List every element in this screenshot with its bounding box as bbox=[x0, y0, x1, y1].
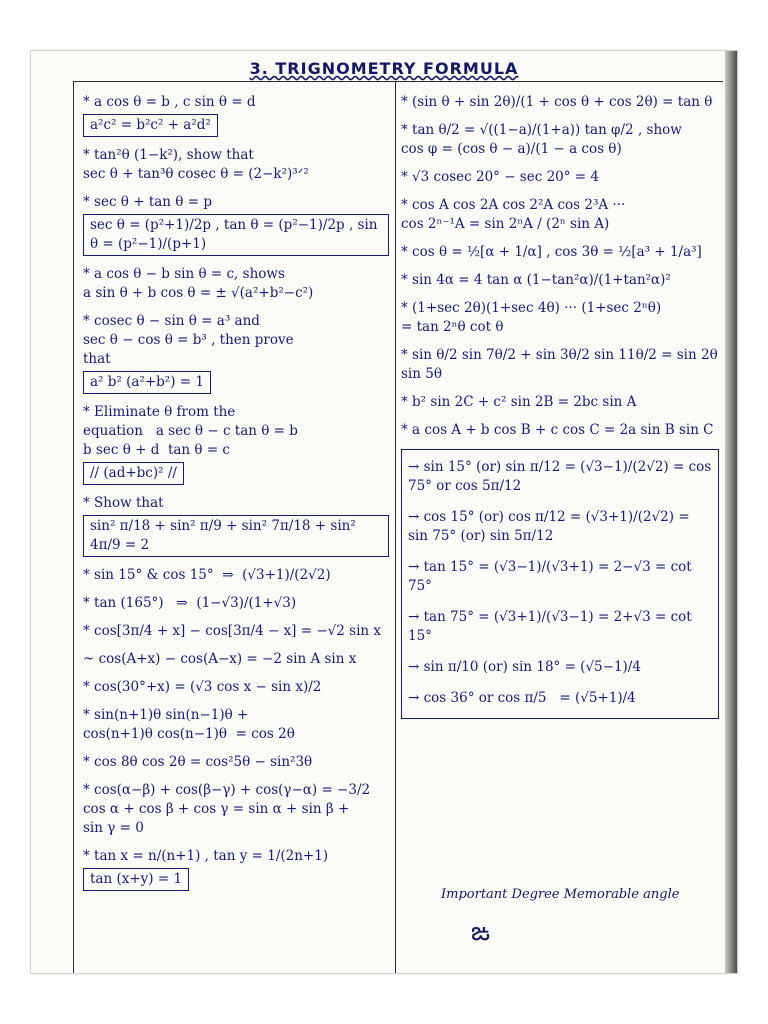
formula-line: cos 2ⁿ⁻¹A = sin 2ⁿA / (2ⁿ sin A) bbox=[401, 216, 610, 232]
boxed-result: sin² π/18 + sin² π/9 + sin² 7π/18 + sin² 4π/9 = 2 bbox=[83, 515, 389, 557]
formula-line: b sec θ + d tan θ = c bbox=[83, 442, 230, 458]
formula-item bbox=[401, 346, 719, 384]
formula-line: * cos(α−β) + cos(β−γ) + cos(γ−α) = −3/2 bbox=[83, 782, 371, 798]
formula-item bbox=[401, 243, 719, 262]
formula-line: * tan x = n/(n+1) , tan y = 1/(2n+1) bbox=[83, 848, 329, 864]
formula-line: sec θ − cos θ = b³ , then prove bbox=[83, 332, 294, 348]
angle-identity: → cos 36° or cos π/5 = (√5+1)/4 bbox=[408, 690, 636, 706]
formula-line: * (1+sec 2θ)(1+sec 4θ) ··· (1+sec 2ⁿθ) bbox=[401, 300, 662, 316]
formula-line: * cos A cos 2A cos 2²A cos 2³A ··· bbox=[401, 197, 626, 213]
formula-line: * Eliminate θ from the bbox=[83, 404, 236, 420]
formula-item bbox=[83, 93, 389, 137]
formula-item bbox=[401, 196, 719, 234]
formula-line: * sin 4α = 4 tan α (1−tan²α)/(1+tan²α)² bbox=[401, 272, 671, 288]
formula-line: * sin(n+1)θ sin(n−1)θ + bbox=[83, 707, 249, 723]
formula-line: sin γ = 0 bbox=[83, 820, 144, 836]
boxed-result: // (ad+bc)² // bbox=[83, 462, 184, 485]
top-rule bbox=[73, 81, 723, 82]
formula-line: * tan²θ (1−k²), show that bbox=[83, 147, 254, 163]
right-formula-list bbox=[401, 93, 719, 440]
boxed-result: sec θ = (p²+1)/2p , tan θ = (p²−1)/2p , sin θ = (p²−1)/(p+1) bbox=[83, 214, 389, 256]
boxed-result: tan (x+y) = 1 bbox=[83, 868, 189, 891]
right-column bbox=[401, 93, 719, 719]
memorable-angles-box bbox=[401, 449, 719, 719]
angle-identity: → sin 15° (or) sin π/12 = (√3−1)/(2√2) = cos 75° or cos 5π/12 bbox=[408, 459, 716, 494]
formula-line: cos α + cos β + cos γ = sin α + sin β + bbox=[83, 801, 350, 817]
notebook-page bbox=[30, 50, 738, 974]
formula-item bbox=[401, 393, 719, 412]
formula-line: a sin θ + b cos θ = ± √(a²+b²−c²) bbox=[83, 285, 314, 301]
formula-line: sec θ + tan³θ cosec θ = (2−k²)³ᐟ² bbox=[83, 166, 309, 182]
footer-note: Important Degree Memorable angle bbox=[441, 887, 680, 902]
formula-line: * cos(30°+x) = (√3 cos x − sin x)/2 bbox=[83, 679, 322, 695]
spiral-binding bbox=[725, 51, 737, 973]
left-column bbox=[83, 93, 389, 900]
formula-item bbox=[401, 93, 719, 112]
formula-line: * a cos θ − b sin θ = c, shows bbox=[83, 266, 285, 282]
formula-item bbox=[401, 168, 719, 187]
boxed-result: a² b² (a²+b²) = 1 bbox=[83, 371, 211, 394]
formula-line: * cos θ = ½[α + 1/α] , cos 3θ = ½[a³ + 1/a³] bbox=[401, 244, 702, 260]
angle-identity: → tan 75° = (√3+1)/(√3−1) = 2+√3 = cot 15° bbox=[408, 609, 696, 644]
formula-item bbox=[83, 494, 389, 557]
formula-line: * sin 15° & cos 15° ⇒ (√3+1)/(2√2) bbox=[83, 567, 331, 583]
boxed-result: a²c² = b²c² + a²d² bbox=[83, 114, 218, 137]
formula-line: * sin θ/2 sin 7θ/2 + sin 3θ/2 sin 11θ/2 = sin 2θ bbox=[401, 347, 718, 363]
formula-item bbox=[83, 566, 389, 585]
angle-identity: → tan 15° = (√3−1)/(√3+1) = 2−√3 = cot 75° bbox=[408, 559, 696, 594]
angle-identity: → sin π/10 (or) sin 18° = (√5−1)/4 bbox=[408, 659, 641, 675]
margin-rule bbox=[73, 81, 74, 973]
formula-item bbox=[83, 678, 389, 697]
formula-item bbox=[401, 299, 719, 337]
formula-line: that bbox=[83, 351, 111, 367]
formula-item bbox=[83, 622, 389, 641]
formula-item bbox=[83, 781, 389, 838]
formula-line: * cos 8θ cos 2θ = cos²5θ − sin²3θ bbox=[83, 754, 313, 770]
formula-line: * tan (165°) ⇒ (1−√3)/(1+√3) bbox=[83, 595, 297, 611]
formula-line: cos φ = (cos θ − a)/(1 − a cos θ) bbox=[401, 141, 622, 157]
formula-line: * tan θ/2 = √((1−a)/(1+a)) tan φ/2 , show bbox=[401, 122, 682, 138]
formula-line: * cos[3π/4 + x] − cos[3π/4 − x] = −√2 sin x bbox=[83, 623, 381, 639]
formula-line: * sec θ + tan θ = p bbox=[83, 194, 212, 210]
formula-item bbox=[83, 193, 389, 256]
formula-item bbox=[83, 847, 389, 891]
formula-line: * a cos θ = b , c sin θ = d bbox=[83, 94, 256, 110]
formula-line: ~ cos(A+x) − cos(A−x) = −2 sin A sin x bbox=[83, 651, 357, 667]
formula-line: * (sin θ + sin 2θ)/(1 + cos θ + cos 2θ) = tan θ bbox=[401, 94, 713, 110]
formula-item bbox=[83, 146, 389, 184]
formula-item bbox=[401, 421, 719, 440]
formula-item bbox=[83, 594, 389, 613]
formula-line: * cosec θ − sin θ = a³ and bbox=[83, 313, 260, 329]
formula-line: * √3 cosec 20° − sec 20° = 4 bbox=[401, 169, 599, 185]
formula-line: * Show that bbox=[83, 495, 164, 511]
column-divider bbox=[395, 81, 396, 973]
formula-line: * b² sin 2C + c² sin 2B = 2bc sin A bbox=[401, 394, 637, 410]
formula-line: = tan 2ⁿθ cot θ bbox=[401, 319, 504, 335]
formula-line: cos(n+1)θ cos(n−1)θ = cos 2θ bbox=[83, 726, 295, 742]
page-title: 3. TRIGNOMETRY FORMULA bbox=[249, 59, 519, 78]
formula-item bbox=[401, 121, 719, 159]
angle-identity: → cos 15° (or) cos π/12 = (√3+1)/(2√2) = sin 75° (or) sin 5π/12 bbox=[408, 509, 694, 544]
formula-item bbox=[401, 271, 719, 290]
formula-line: sin 5θ bbox=[401, 366, 442, 382]
formula-item bbox=[83, 650, 389, 669]
formula-line: equation a sec θ − c tan θ = b bbox=[83, 423, 298, 439]
formula-item bbox=[83, 753, 389, 772]
formula-item bbox=[83, 312, 389, 394]
formula-item bbox=[83, 403, 389, 485]
scribble-icon: ఙ bbox=[471, 917, 491, 947]
formula-item bbox=[83, 265, 389, 303]
formula-line: * a cos A + b cos B + c cos C = 2a sin B sin C bbox=[401, 422, 714, 438]
formula-item bbox=[83, 706, 389, 744]
